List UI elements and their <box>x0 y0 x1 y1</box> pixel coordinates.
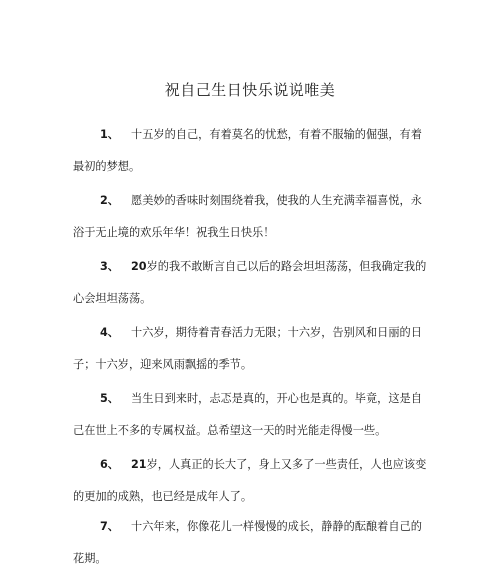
list-item-first-line <box>73 383 433 415</box>
list-item <box>73 317 433 381</box>
list-item-lead-number: 21 <box>131 458 147 471</box>
list-item-continuation: 的更加的成熟，也已经是成年人了。 <box>73 490 253 503</box>
list-item-continuation: 最初的梦想。 <box>73 160 141 173</box>
document-title: 祝自己生日快乐说说唯美 <box>164 81 336 99</box>
list-item <box>73 251 433 315</box>
list-item <box>73 449 433 513</box>
list-item-first-line <box>73 449 433 481</box>
list-item-text: 十六年来，你像花儿一样慢慢的成长，静静的酝酿着自己的 <box>131 520 422 533</box>
list-item-continuation: 浴于无止境的欢乐年华！祝我生日快乐！ <box>73 226 275 239</box>
list-item-number: 3、 <box>100 260 119 273</box>
list-item-first-line <box>73 317 433 349</box>
list-item-text: 十六岁，期待着青春活力无限；十六岁，告别风和日丽的日 <box>131 326 422 339</box>
list-item-first-line <box>73 511 433 543</box>
list-item-continuation: 子；十六岁，迎来风雨飘摇的季节。 <box>73 358 253 371</box>
list-item-text: 当生日到来时，忐忑是真的，开心也是真的。毕竟，这是自 <box>131 392 422 405</box>
list-item-continuation: 花期。 <box>73 552 107 565</box>
list-item-text: 岁的我不敢断言自己以后的路会坦坦荡荡，但我确定我的 <box>146 260 427 273</box>
list-item-first-line <box>73 119 433 151</box>
list-item-text: 十五岁的自己，有着莫名的忧愁，有着不服输的倔强，有着 <box>131 128 422 141</box>
list-item-number: 2、 <box>100 194 119 207</box>
list-item-first-line <box>73 185 433 217</box>
list-item-number: 5、 <box>100 392 119 405</box>
list-item-text: 愿美妙的香味时刻围绕着我，使我的人生充满幸福喜悦，永 <box>131 194 422 207</box>
list-item-number: 7、 <box>100 520 119 533</box>
list-item-number: 6、 <box>100 458 119 471</box>
list-item-number: 4、 <box>100 326 119 339</box>
list-item-continuation: 己在世上不多的专属权益。总希望这一天的时光能走得慢一些。 <box>73 424 387 437</box>
list-item <box>73 511 433 575</box>
list-item <box>73 383 433 447</box>
list-item-lead-number: 20 <box>131 260 147 273</box>
list-item-text: 岁，人真正的长大了，身上又多了一些责任，人也应该变 <box>146 458 427 471</box>
list-item <box>73 185 433 249</box>
list-item-first-line <box>73 251 433 283</box>
list-item-number: 1、 <box>100 128 119 141</box>
list-item-continuation: 心会坦坦荡荡。 <box>73 292 152 305</box>
list-item <box>73 119 433 183</box>
